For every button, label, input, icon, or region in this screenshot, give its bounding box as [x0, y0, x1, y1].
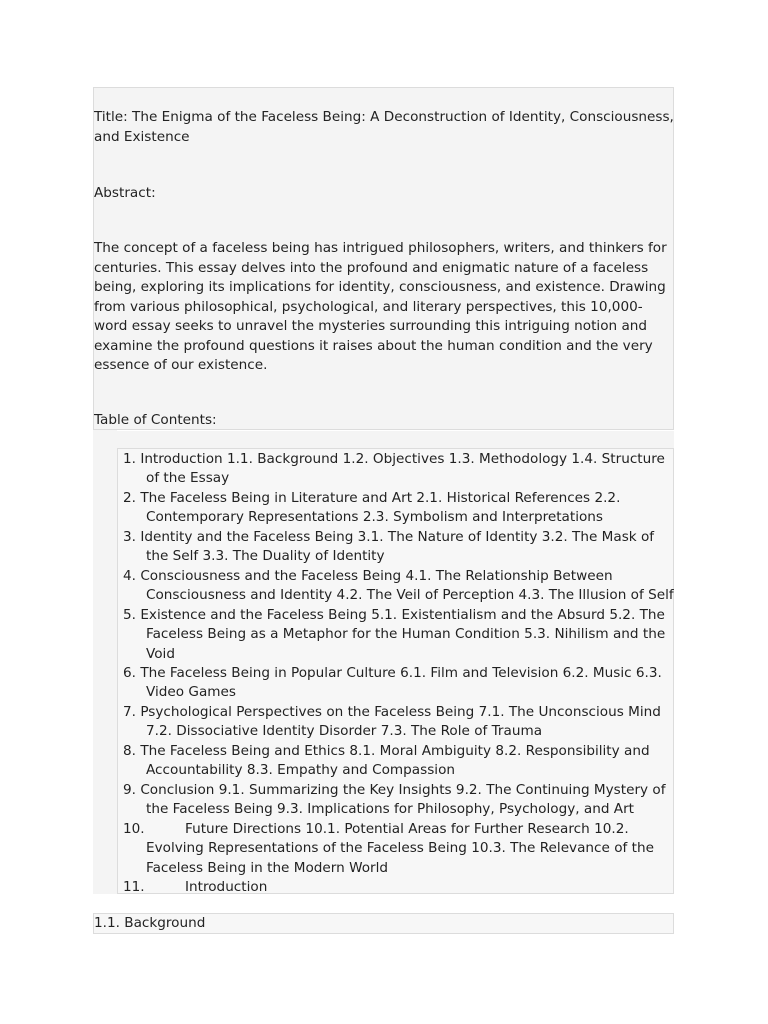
toc-item-number: 3. — [123, 528, 136, 545]
toc-item-4 — [123, 567, 675, 606]
toc-item-number: 1. — [123, 451, 136, 467]
toc-item-5 — [123, 606, 675, 664]
toc-item-number: 5. — [123, 606, 136, 623]
toc-item-number: 7. — [123, 703, 136, 720]
toc-side-shade — [93, 430, 117, 894]
toc-item-text: The Faceless Being and Ethics 8.1. Moral Ambiguity 8.2. Responsibility and Accountability 8.3. Empathy and Compassion — [140, 742, 650, 779]
toc-item-11 — [123, 878, 675, 897]
toc-item-number: 10. — [123, 820, 145, 837]
toc-item-text: Introduction 1.1. Background 1.2. Objectives 1.3. Methodology 1.4. Structure of the Essay — [140, 451, 665, 487]
toc-item-6 — [123, 664, 675, 703]
section-heading: 1.1. Background — [94, 915, 206, 931]
toc-item-number: 8. — [123, 742, 136, 759]
toc-item-2 — [123, 489, 675, 528]
toc-item-text: The Faceless Being in Literature and Art 2.1. Historical References 2.2. Contemporary Representations 2.3. Symbolism and Interpretations — [140, 489, 621, 526]
toc-item-10 — [123, 820, 675, 878]
toc-item-3 — [123, 528, 675, 567]
toc-item-number: 11. — [123, 878, 145, 895]
document-title: Title: The Enigma of the Faceless Being: A Deconstruction of Identity, Consciousness, and Existence — [94, 109, 674, 145]
toc-item-text: Psychological Perspectives on the Faceless Being 7.1. The Unconscious Mind 7.2. Dissociative Identity Disorder 7.3. The Role of Trauma — [140, 703, 661, 740]
toc-item-number: 2. — [123, 489, 136, 506]
abstract-heading: Abstract: — [94, 185, 156, 201]
toc-item-text: Introduction — [185, 878, 268, 895]
toc-item-8 — [123, 742, 675, 781]
toc-item-text: The Faceless Being in Popular Culture 6.1. Film and Television 6.2. Music 6.3. Video Games — [140, 664, 662, 701]
toc-item-text: Identity and the Faceless Being 3.1. The Nature of Identity 3.2. The Mask of the Self 3.3. The Duality of Identity — [140, 528, 655, 565]
toc-item-7 — [123, 703, 675, 742]
toc-heading: Table of Contents: — [94, 412, 217, 428]
toc-item-text: Conclusion 9.1. Summarizing the Key Insights 9.2. The Continuing Mystery of the Faceless Being 9.3. Implications for Philosophy, Psychology, and Art — [140, 781, 666, 818]
toc-item-number: 4. — [123, 567, 136, 584]
toc-item-text: Consciousness and the Faceless Being 4.1. The Relationship Between Consciousness and Identity 4.2. The Veil of Perception 4.3. The Illusion of Self — [140, 567, 674, 604]
toc-item-number: 6. — [123, 664, 136, 681]
abstract-body: The concept of a faceless being has intrigued philosophers, writers, and thinkers for centuries. This essay delves into the profound and enigmatic nature of a faceless being, exploring its implications for identity, consciousness, and existence. Drawing from various philosophical, psychological, and literary perspectives, this 10,000-word essay seeks to unravel the mysteries surrounding this intriguing notion and examine the profound questions it raises about the human condition and the very essence of our existence. — [94, 240, 667, 373]
toc-item-number: 9. — [123, 781, 136, 798]
toc-item-text: Existence and the Faceless Being 5.1. Existentialism and the Absurd 5.2. The Faceless Being as a Metaphor for the Human Condition 5.3. Nihilism and the Void — [140, 606, 666, 662]
toc-item-text: Future Directions 10.1. Potential Areas for Further Research 10.2. Evolving Representations of the Faceless Being 10.3. The Relevance of the Faceless Being in the Modern World — [146, 820, 654, 876]
toc-top-shade — [117, 431, 674, 448]
table-of-contents — [123, 450, 675, 897]
toc-item-1 — [123, 450, 675, 489]
toc-item-9 — [123, 781, 675, 820]
